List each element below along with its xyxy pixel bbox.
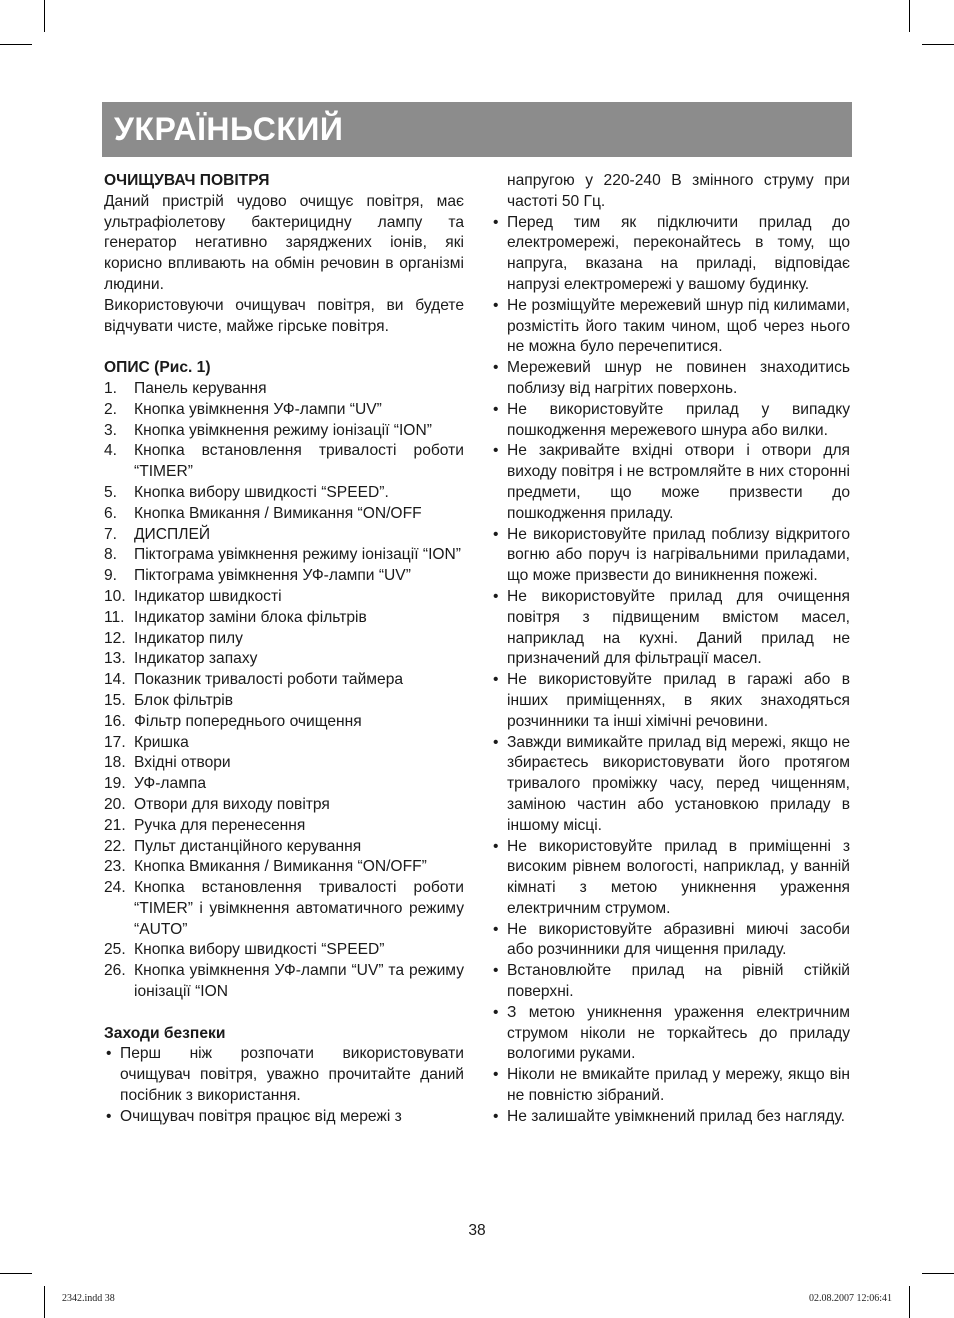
crop-mark [44, 0, 45, 32]
bullet-icon: • [106, 1045, 112, 1063]
item-number: 16. [104, 712, 126, 730]
description-item [104, 400, 464, 421]
safety-item-text: Не використовуйте прилад для очищення повітря з підвищеним вмістом масел, наприклад на кухні. Даний прилад не призначений для фільтрації масел. [507, 587, 850, 668]
item-number: 7. [104, 525, 118, 543]
bullet-icon: • [493, 400, 499, 418]
safety-item-text: Перш ніж розпочати використовувати очищувач повітря, уважно прочитайте даний посібник з використання. [120, 1045, 464, 1105]
description-item [104, 483, 464, 504]
description-item [104, 670, 464, 691]
item-text: Вхідні отвори [134, 754, 231, 772]
safety-item-text: Перед тим як підключити прилад до електромережі, переконайтесь в тому, що напруга, вказана на приладі, відповідає напрузі електромережі у вашому будинку. [507, 213, 850, 293]
item-number: 25. [104, 941, 126, 959]
item-number: 6. [104, 504, 118, 522]
safety-item [491, 837, 850, 920]
item-number: 9. [104, 567, 118, 585]
description-item [104, 837, 464, 858]
safety-heading: Заходи безпеки [104, 1024, 226, 1042]
item-text: Піктограма увімкнення режиму іонізації “ION” [134, 546, 461, 564]
intro-heading: ОЧИЩУВАЧ ПОВІТРЯ [104, 172, 270, 189]
item-text: Індикатор запаху [134, 650, 258, 668]
safety-item-text: Не закривайте вхідні отвори і отвори для виходу повітря і не встромляйте в них сторонні предмети, що може призвести до пошкодження приладу. [507, 442, 850, 522]
crop-mark [922, 44, 954, 45]
description-item [104, 857, 464, 878]
safety-item [491, 1107, 850, 1128]
language-title: УКРАЇНЬСКИЙ [114, 111, 344, 147]
crop-mark [0, 44, 32, 45]
item-text: Отвори для виходу повітря [134, 795, 330, 813]
item-text: Показник тривалості роботи таймера [134, 671, 404, 689]
safety-item [491, 920, 850, 962]
intro-paragraph: Даний пристрій чудово очищує повітря, має ультрафіолетову бактерицидну лампу та генератор негативно заряджених іонів, які корисно впливають на обмін речовин в організмі людини. [104, 192, 464, 293]
item-text: Фільтр попереднього очищення [134, 712, 362, 730]
slug-file: 2342.indd 38 [62, 1293, 115, 1304]
description-item [104, 753, 464, 774]
safety-item [491, 441, 850, 524]
item-number: 10. [104, 587, 126, 605]
item-number: 3. [104, 421, 118, 439]
item-number: 2. [104, 400, 118, 418]
description-item [104, 878, 464, 940]
safety-item-text: Не використовуйте прилад в приміщенні з високим рівнем вологості, наприклад, у ванній кімнаті з метою уникнення ураження електричним струмом. [507, 837, 850, 917]
left-column [104, 171, 464, 1128]
description-item [104, 421, 464, 442]
safety-item [491, 670, 850, 732]
bullet-icon: • [493, 733, 499, 751]
description-list [104, 379, 464, 1003]
item-text: Пульт дистанційного керування [134, 837, 362, 855]
safety-item [104, 1107, 464, 1128]
crop-mark [909, 1286, 910, 1318]
item-number: 15. [104, 691, 126, 709]
crop-mark [909, 0, 910, 32]
safety-item [104, 1044, 464, 1106]
description-item [104, 774, 464, 795]
item-number: 12. [104, 629, 126, 647]
safety-item [491, 1003, 850, 1065]
description-item [104, 691, 464, 712]
description-heading: ОПИС (Рис. 1) [104, 359, 211, 377]
bullet-icon: • [493, 1066, 499, 1084]
description-item [104, 545, 464, 566]
bullet-icon: • [493, 587, 499, 605]
description-item [104, 566, 464, 587]
description-item [104, 379, 464, 400]
item-text: Кнопка увімкнення УФ-лампи “UV” та режиму іонізації “ION [134, 962, 464, 1001]
crop-mark [0, 1273, 32, 1274]
page-number: 38 [468, 1222, 486, 1239]
bullet-icon: • [493, 296, 499, 314]
bullet-icon: • [106, 1107, 112, 1125]
item-text: Кнопка увімкнення режиму іонізації “ION” [134, 421, 432, 439]
safety-list-right [491, 213, 850, 1128]
safety-item-continuation: напругою у 220-240 В змінного струму при частоті 50 Гц. [507, 172, 850, 210]
bullet-icon: • [493, 359, 499, 377]
item-number: 17. [104, 733, 126, 751]
crop-mark [44, 1286, 45, 1318]
description-item [104, 608, 464, 629]
item-text: Панель керування [134, 379, 267, 397]
right-column [491, 171, 850, 1128]
description-item [104, 795, 464, 816]
item-number: 18. [104, 754, 126, 772]
bullet-icon: • [493, 1003, 499, 1021]
bullet-icon: • [493, 442, 499, 460]
safety-item-text: Не використовуйте прилад в гаражі або в інших приміщеннях, в яких знаходяться розчинники та інші хімічні речовини. [507, 671, 850, 730]
safety-item-text: Не розміщуйте мережевий шнур під килимами, розмістіть його таким чином, щоб через нього не можна було перечепитися. [507, 296, 850, 356]
item-number: 23. [104, 858, 126, 876]
item-number: 14. [104, 671, 126, 689]
safety-item-text: Ніколи не вмикайте прилад у мережу, якщо він не повністю зібраний. [507, 1066, 850, 1105]
safety-item [491, 587, 850, 670]
safety-item-text: Не використовуйте прилад у випадку пошкодження мережевого шнура або вилки. [507, 400, 850, 439]
item-text: Ручка для перенесення [134, 816, 306, 834]
description-item [104, 629, 464, 650]
description-item [104, 816, 464, 837]
safety-item-text: Не використовуйте прилад поблизу відкритого вогню або поруч із нагрівальними приладами, що може призвести до виникнення пожежі. [507, 525, 850, 585]
safety-item [491, 1065, 850, 1107]
safety-item [491, 525, 850, 587]
bullet-icon: • [493, 525, 499, 543]
bullet-icon: • [493, 671, 499, 689]
item-text: Кнопка Вмикання / Вимикання “ON/OFF [134, 504, 422, 522]
bullet-icon: • [493, 1107, 499, 1125]
item-number: 1. [104, 379, 118, 397]
item-number: 13. [104, 650, 126, 668]
item-number: 19. [104, 775, 126, 793]
safety-item [491, 296, 850, 358]
description-item [104, 525, 464, 546]
description-item [104, 940, 464, 961]
item-number: 21. [104, 816, 126, 834]
intro-paragraph: Використовуючи очищувач повітря, ви будете відчувати чисте, майже гірське повітря. [104, 296, 464, 335]
safety-item-text: Встановлюйте прилад на рівній стійкій поверхні. [507, 962, 850, 1001]
item-text: Кнопка встановлення тривалості роботи “TIMER” і увімкнення автоматичного режиму “AUTO” [134, 879, 464, 938]
description-item [104, 961, 464, 1003]
safety-item [491, 961, 850, 1003]
item-text: Кнопка увімкнення УФ-лампи “UV” [134, 400, 382, 418]
safety-item-text: Не залишайте увімкнений прилад без нагляду. [507, 1107, 845, 1125]
language-header-bar [102, 102, 852, 157]
safety-item-text: Очищувач повітря працює від мережі з [120, 1107, 402, 1125]
item-text: Кришка [134, 733, 189, 751]
item-text: Кнопка вибору швидкості “SPEED”. [134, 483, 389, 501]
safety-item [491, 213, 850, 296]
item-number: 22. [104, 837, 126, 855]
safety-item-text: З метою уникнення ураження електричним струмом ніколи не торкайтесь до приладу вологими руками. [507, 1003, 850, 1063]
item-text: Індикатор пилу [134, 629, 243, 647]
item-text: Кнопка Вмикання / Вимикання “ON/OFF” [134, 858, 427, 876]
description-item [104, 587, 464, 608]
item-text: УФ-лампа [134, 775, 207, 793]
safety-item-text: Завжди вимикайте прилад від мережі, якщо не збираєтесь використовувати його протягом тривалого проміжку часу, перед чищенням, заміною частин або установкою приладу в іншому місці. [507, 733, 850, 834]
item-text: Піктограма увімкнення УФ-лампи “UV” [134, 567, 411, 585]
bullet-icon: • [493, 837, 499, 855]
item-text: Індикатор заміни блока фільтрів [134, 608, 367, 626]
item-number: 20. [104, 795, 126, 813]
bullet-icon: • [493, 920, 499, 938]
description-item [104, 712, 464, 733]
safety-item-text: Мережевий шнур не повинен знаходитись поблизу від нагрітих поверхонь. [507, 359, 850, 397]
item-text: Кнопка вибору швидкості “SPEED” [134, 941, 385, 959]
bullet-icon: • [493, 962, 499, 980]
item-number: 26. [104, 962, 126, 980]
description-item [104, 649, 464, 670]
description-item [104, 733, 464, 754]
item-number: 4. [104, 442, 118, 460]
crop-mark [922, 1273, 954, 1274]
item-text: Кнопка встановлення тривалості роботи “TIMER” [134, 442, 464, 481]
slug-date: 02.08.2007 12:06:41 [808, 1293, 892, 1304]
description-item [104, 504, 464, 525]
safety-list-left [104, 1044, 464, 1127]
safety-item-text: Не використовуйте абразивні миючі засоби або розчинники для чищення приладу. [507, 920, 850, 959]
item-text: ДИСПЛЕЙ [134, 525, 211, 543]
description-item [104, 441, 464, 483]
item-number: 24. [104, 879, 126, 897]
item-number: 5. [104, 483, 118, 501]
item-number: 8. [104, 546, 118, 564]
item-number: 11. [104, 608, 125, 626]
bullet-icon: • [493, 213, 499, 231]
safety-item [491, 733, 850, 837]
safety-item [491, 358, 850, 400]
safety-item [491, 400, 850, 442]
item-text: Блок фільтрів [134, 691, 234, 709]
item-text: Індикатор швидкості [134, 587, 282, 605]
